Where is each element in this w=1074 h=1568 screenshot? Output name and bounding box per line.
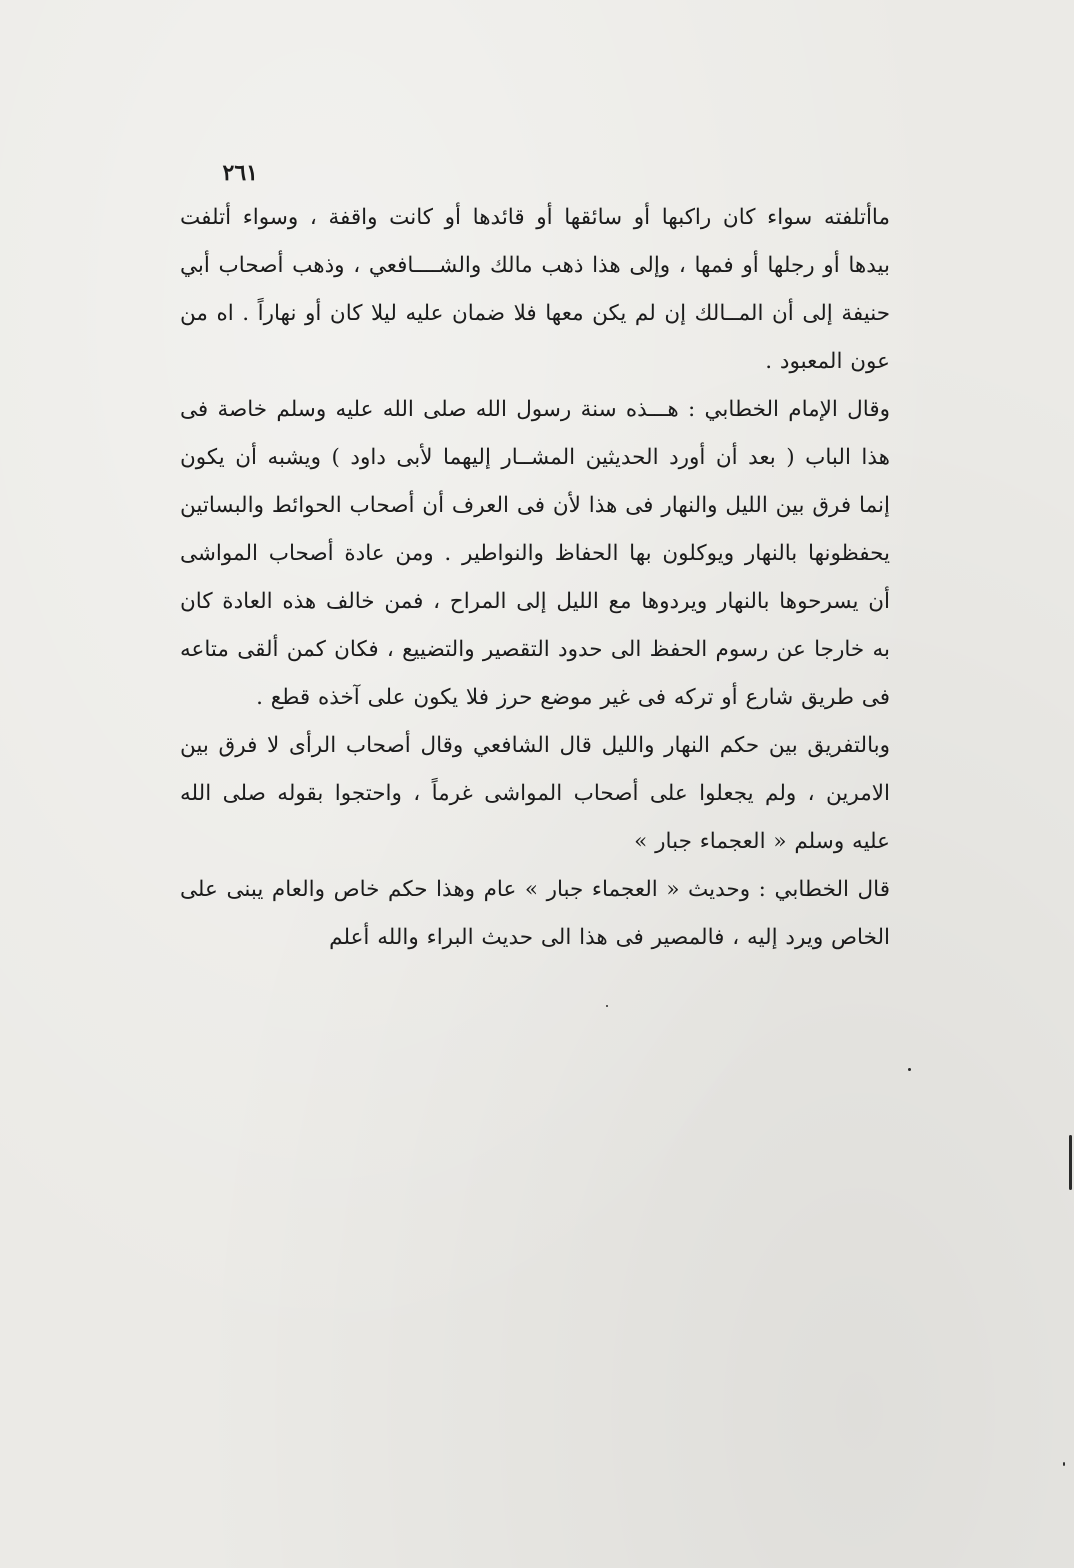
paragraph-4: قال الخطابي : وحديث « العجماء جبار » عام وهذا حكم خاص والعام يبنى على الخاص ويرد إليه ، فالمصير فى هذا الى حديث البراء والله أعلم bbox=[180, 877, 890, 950]
paragraph-3: وبالتفريق بين حكم النهار والليل قال الشافعي وقال أصحاب الرأى لا فرق بين الامرين ، ولم يجعلوا على أصحاب المواشى غرماً ، واحتجوا بقوله صلى الله عليه وسلم « العجماء جبار » bbox=[180, 733, 890, 854]
body-text bbox=[180, 162, 890, 962]
paragraph-2: وقال الإمام الخطابي : هـــذه سنة رسول الله صلى الله عليه وسلم خاصة فى هذا الباب ( بعد أن أورد الحديثين المشــار إليهما لأبى داود ) ويشبه أن يكون إنما فرق بين الليل والنهار فى هذا لأن فى العرف أن أصحاب الحوائط والبساتين يحفظونها بالنهار ويوكلون بها الحفاظ والنواطير . ومن عادة أصحاب المواشى أن يسرحوها بالنهار ويردوها مع الليل إلى المراح ، فمن خالف هذه العادة كان به خارجا عن رسوم الحفظ الى حدود التقصير والتضييع ، فكان كمن ألقى متاعه فى طريق شارع أو تركه فى غير موضع حرز فلا يكون على آخذه قطع . bbox=[180, 397, 890, 710]
scan-edge-mark bbox=[1069, 1135, 1072, 1190]
scan-speck bbox=[1063, 1462, 1065, 1466]
scan-speck bbox=[908, 1068, 911, 1071]
scan-speck bbox=[606, 1005, 608, 1007]
page-number: ٢٦١ bbox=[222, 160, 258, 186]
paragraph-1: ماأتلفته سواء كان راكبها أو سائقها أو قائدها أو كانت واقفة ، وسواء أتلفت بيدها أو رجلها أو فمها ، وإلى هذا ذهب مالك والشــــافعي ، وذهب أصحاب أبي حنيفة إلى أن المــالك إن لم يكن معها فلا ضمان عليه ليلا كان أو نهاراً . اه من عون المعبود . bbox=[180, 205, 890, 374]
